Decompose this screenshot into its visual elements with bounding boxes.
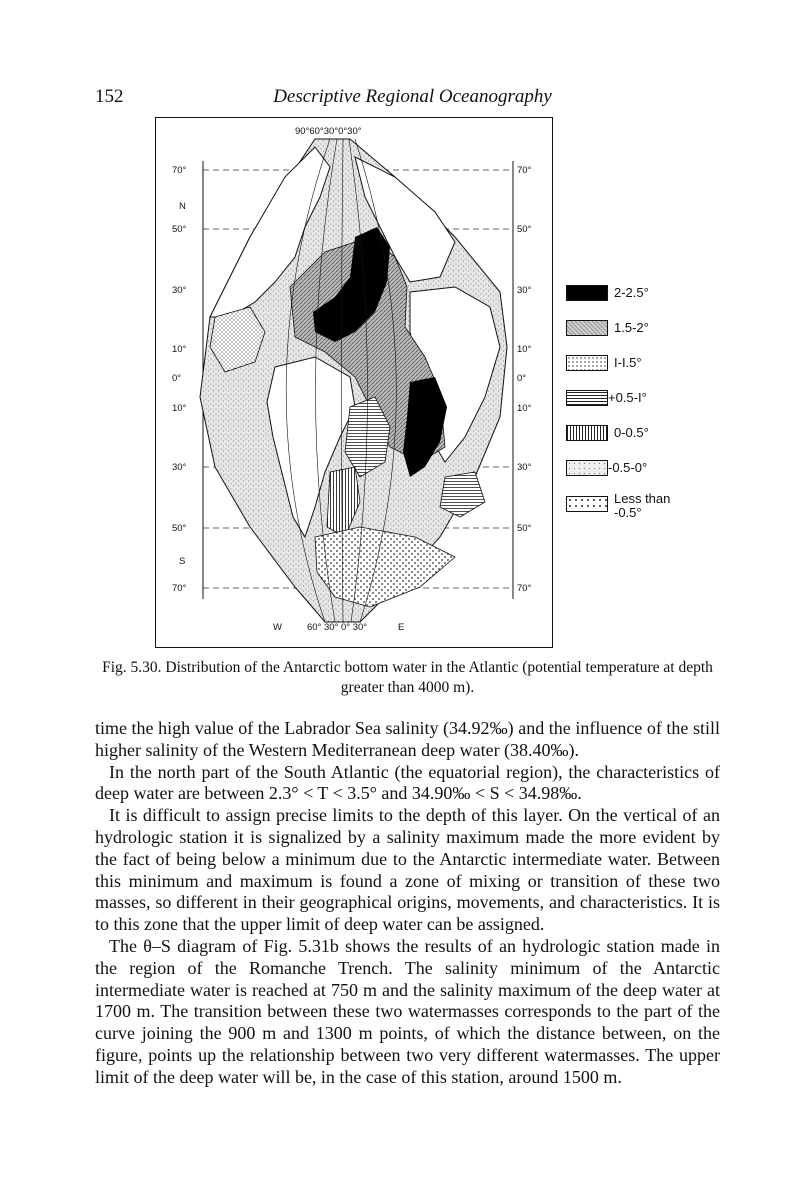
left-latitude-label: 10° — [172, 403, 187, 414]
right-latitude-label: 50° — [517, 224, 532, 235]
paragraph: In the north part of the South Atlantic (the equatorial region), the characteristics of deep water are between 2.3° < T < 3.5° and 34.90‰ < S < 34.98‰. — [95, 761, 720, 804]
west-label: W — [273, 622, 282, 633]
left-latitude-label: 0° — [172, 373, 182, 384]
legend-item-1.5-2 — [566, 319, 649, 337]
legend-item-0-0.5 — [566, 424, 649, 442]
paragraph: time the high value of the Labrador Sea salinity (34.92‰) and the influence of the still higher salinity of the Western Mediterranean deep water (38.40‰). — [95, 718, 720, 760]
paragraph: The θ–S diagram of Fig. 5.31b shows the results of an hydrologic station made in the region of the Romanche Trench. The salinity minimum of the Antarctic intermediate water is reached at 750 m and the salinity maximum of the deep water at 1700 m. The transition between these two watermasses corresponds to the part of the curve joining the 900 m and 1300 m points, of which the distance between, on the figure, points up the relationship between two very different watermasses. The upper limit of the deep water will be, in the case of this station, around 1500 m. — [95, 935, 720, 1087]
right-latitude-label: 0° — [517, 373, 527, 384]
legend-swatch-dense-hatch — [566, 320, 608, 336]
left-latitude-label: 50° — [172, 224, 187, 235]
legend-item-minus0.5-0 — [566, 459, 647, 477]
right-latitude-label: 10° — [517, 344, 532, 355]
legend-label: 1.5-2° — [614, 320, 649, 335]
bottom-longitude-labels: 60° 30° 0° 30° — [307, 622, 368, 633]
paragraph: It is difficult to assign precise limits to the depth of this layer. On the vertical of an hydrologic station it is signalized by a salinity maximum made the more evident by the fact of being below a minimum due to the Antarctic intermediate water. Between this minimum and maximum is found a zone of mixing or transition of these two masses, so different in their geographical origins, movements, and characteristics. It is to this zone that the upper limit of deep water can be assigned. — [95, 805, 720, 935]
body-text — [95, 718, 720, 1089]
legend-item-2-2.5 — [566, 284, 649, 302]
legend-swatch-vertical-lines — [566, 425, 608, 441]
legend-swatch-horizontal-lines — [566, 390, 608, 406]
right-latitude-label: 30° — [517, 462, 532, 473]
legend-item-1-1.5 — [566, 354, 642, 372]
running-title: Descriptive Regional Oceanography — [273, 86, 552, 107]
left-latitude-label: 30° — [172, 285, 187, 296]
legend-swatch-light-stipple — [566, 460, 608, 476]
legend-label: Less than -0.5° — [614, 491, 671, 520]
north-label: N — [179, 201, 186, 212]
left-latitude-label: 70° — [172, 165, 187, 176]
left-latitude-label: 10° — [172, 344, 187, 355]
legend-swatch-fine-dots — [566, 355, 608, 371]
legend-swatch-solid — [566, 285, 608, 301]
top-longitude-labels: 90°60°30°0°30° — [295, 126, 362, 137]
right-latitude-label: 70° — [517, 165, 532, 176]
right-latitude-label: 10° — [517, 403, 532, 414]
figure-caption: Fig. 5.30. Distribution of the Antarctic bottom water in the Atlantic (potential temperature at depth greater than 4000 m). — [102, 659, 713, 696]
legend-label: -0.5-0° — [608, 460, 648, 475]
right-latitude-label: 70° — [517, 583, 532, 594]
east-label: E — [398, 622, 405, 633]
right-latitude-label: 50° — [517, 523, 532, 534]
zone-0.5-1-b — [440, 472, 485, 517]
legend-label: 2-2.5° — [614, 285, 649, 300]
left-latitude-label: 30° — [172, 462, 187, 473]
legend-item-0.5-1 — [566, 389, 647, 407]
page-number: 152 — [95, 86, 124, 107]
legend-label: I-I.5° — [614, 355, 642, 370]
right-latitude-label: 30° — [517, 285, 532, 296]
legend-label: 0-0.5° — [614, 425, 649, 440]
right-latitude-labels — [517, 165, 532, 594]
legend-label: +0.5-I° — [608, 390, 647, 405]
legend-item-less-than — [566, 492, 670, 522]
south-label: S — [179, 556, 186, 567]
atlantic-bottom-water-map — [155, 117, 553, 648]
legend-swatch-coarse-dots — [566, 496, 608, 512]
left-latitude-labels — [172, 165, 187, 594]
left-latitude-label: 50° — [172, 523, 187, 534]
left-latitude-label: 70° — [172, 583, 187, 594]
